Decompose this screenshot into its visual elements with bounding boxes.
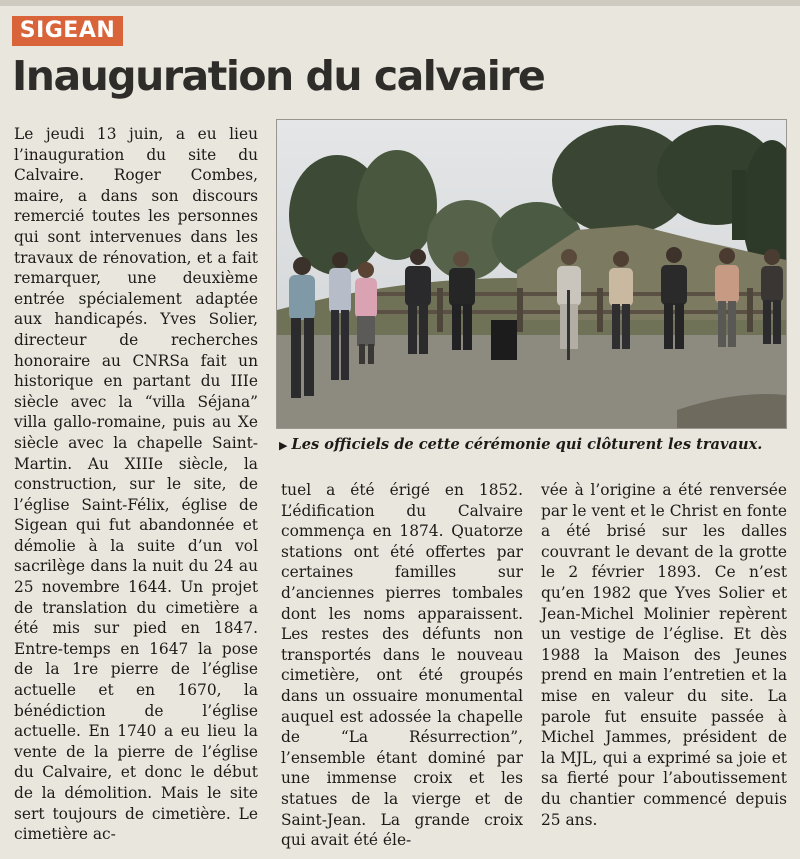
column-2-text: tuel a été érigé en 1852. L’édification du Calvaire commença en 1874. Quatorze stations ont été offertes par certaines familles sur d’anciennes pierres tombales dont les noms apparaissent. Les restes des défunts non transportés dans le nouveau cimetière, ont été groupés dans un ossuaire monumental auquel est adossée la chapelle de “La Résurrection”, l’ensemble étant dominé par une immense croix et les statues de la vierge et de Saint-Jean. La grande croix qui avait été éle- (281, 481, 523, 850)
article-photo (276, 119, 787, 429)
top-rule (0, 0, 800, 6)
column-3-text: vée à l’origine a été renversée par le vent et le Christ en fonte a été brisé sur les dalles couvrant le devant de la grotte le 2 février 1893. Ce n’est qu’en 1982 que Yves Solier et Jean-Michel Molinier repèrent un vestige de l’église. Et dès 1988 la Maison des Jeunes prend en main l’entretien et la mise en valeur du site. La parole fut ensuite passée à Michel Jammes, président de la MJL, qui a exprimé sa joie et sa fierté pour l’aboutissement du chantier commencé depuis 25 ans. (541, 481, 787, 829)
article-column-1 (14, 124, 258, 845)
headline: Inauguration du calvaire (12, 52, 545, 100)
article-column-2 (281, 480, 523, 851)
section-tag: SIGEAN (12, 16, 123, 46)
column-1-text: Le jeudi 13 juin, a eu lieu l’inauguration du site du Calvaire. Roger Combes, maire, a dans son discours remercié toutes les personnes qui sont intervenues dans les travaux de rénovation, et a fait remarquer, une deuxième entrée spécialement adaptée aux handicapés. Yves Solier, directeur de recherches honoraire au CNRSa fait un historique en partant du IIIe siècle avec la “villa Séjana” villa gallo-romaine, puis au Xe siècle avec la chapelle Saint-Martin. Au XIIIe siècle, la construction, sur le site, de l’église Saint-Félix, église de Sigean qui fut abandonnée et démolie à la suite d’un vol sacrilège dans la nuit du 24 au 25 novembre 1644. Un projet de translation du cimetière a été mis sur pied en 1847. Entre-temps en 1647 la pose de la 1re pierre de l’église actuelle et en 1670, la bénédiction de l’église actuelle. En 1740 a eu lieu la vente de la pierre de l’église du Calvaire, et donc le début de la démolition. Mais le site sert toujours de cimetière. Le cimetière ac- (14, 125, 258, 844)
caption-text: Les officiels de cette cérémonie qui clôturent les travaux. (291, 436, 763, 453)
photo-officials-ceremony-icon (277, 120, 786, 428)
photo-caption (279, 436, 789, 453)
article-column-3 (541, 480, 787, 830)
caption-arrow-icon: ▶ (279, 439, 288, 452)
